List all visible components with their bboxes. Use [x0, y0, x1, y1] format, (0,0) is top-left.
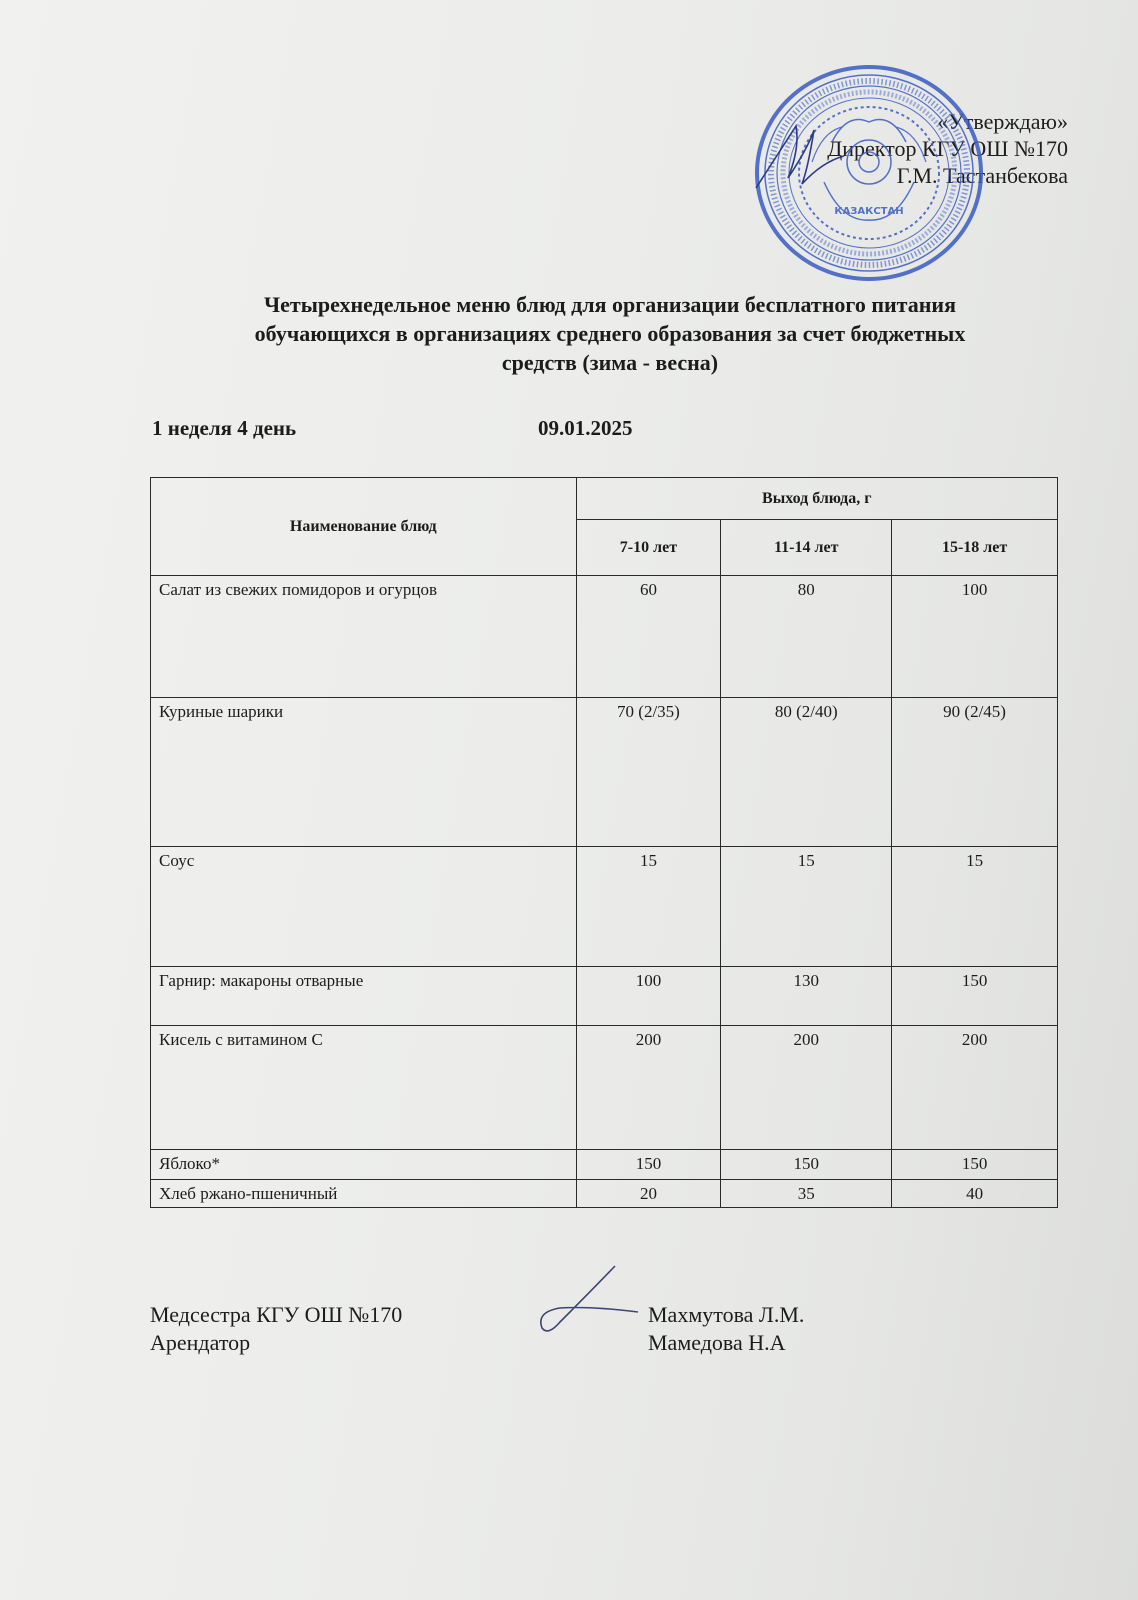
nurse-role: Медсестра КГУ ОШ №170: [150, 1302, 403, 1327]
dish-name: Яблоко*: [151, 1150, 577, 1180]
dish-value: 60: [576, 576, 721, 698]
director-signature: [748, 118, 848, 198]
approval-person: Г.М. Тастанбекова: [896, 163, 1068, 188]
approval-heading: «Утверждаю»: [937, 109, 1068, 134]
dish-value: 130: [721, 967, 892, 1026]
header-age-7-10: 7-10 лет: [576, 520, 721, 576]
dish-value: 150: [576, 1150, 721, 1180]
dish-name: Гарнир: макароны отварные: [151, 967, 577, 1026]
dish-value: 200: [576, 1026, 721, 1150]
dish-value: 90 (2/45): [892, 698, 1058, 847]
title-line-3: средств (зима - весна): [501, 350, 719, 375]
title-line-2: обучающихся в организациях среднего образования за счет бюджетных: [254, 321, 966, 346]
dish-value: 40: [892, 1180, 1058, 1208]
table-row: [151, 1150, 1058, 1180]
dish-value: 100: [576, 967, 721, 1026]
title-line-1: Четырехнедельное меню блюд для организации бесплатного питания: [263, 292, 956, 317]
dish-value: 15: [892, 847, 1058, 967]
dish-value: 150: [892, 967, 1058, 1026]
week-day-label: 1 неделя 4 день: [152, 416, 297, 440]
table-row: [151, 847, 1058, 967]
dish-value: 150: [721, 1150, 892, 1180]
dish-name: Хлеб ржано-пшеничный: [151, 1180, 577, 1208]
header-age-15-18: 15-18 лет: [892, 520, 1058, 576]
dish-value: 200: [721, 1026, 892, 1150]
dish-value: 200: [892, 1026, 1058, 1150]
dish-value: 35: [721, 1180, 892, 1208]
tenant-name: Мамедова Н.А: [648, 1330, 786, 1355]
stamp-text: КАЗАКСТАН: [834, 206, 904, 217]
approval-position: Директор КГУ ОШ №170: [827, 136, 1068, 161]
menu-date: 09.01.2025: [538, 416, 633, 440]
dish-value: 80 (2/40): [721, 698, 892, 847]
table-row: [151, 576, 1058, 698]
table-row: [151, 1026, 1058, 1150]
table-row: [151, 698, 1058, 847]
document-title: [150, 290, 1070, 377]
dish-value: 70 (2/35): [576, 698, 721, 847]
dish-name: Куриные шарики: [151, 698, 577, 847]
nurse-signature: [520, 1262, 640, 1342]
dish-value: 20: [576, 1180, 721, 1208]
table-row: [151, 1180, 1058, 1208]
tenant-role: Арендатор: [150, 1330, 251, 1355]
menu-table: [150, 477, 1058, 1208]
dish-value: 150: [892, 1150, 1058, 1180]
signatory-roles: [150, 1301, 402, 1357]
header-output: Выход блюда, г: [576, 478, 1057, 520]
signatory-names: [648, 1301, 804, 1357]
header-age-11-14: 11-14 лет: [721, 520, 892, 576]
dish-value: 100: [892, 576, 1058, 698]
header-dish-name: Наименование блюд: [151, 478, 577, 576]
dish-name: Соус: [151, 847, 577, 967]
table-row: [151, 967, 1058, 1026]
nurse-name: Махмутова Л.М.: [648, 1302, 805, 1327]
dish-value: 15: [721, 847, 892, 967]
dish-value: 15: [576, 847, 721, 967]
dish-name: Салат из свежих помидоров и огурцов: [151, 576, 577, 698]
dish-name: Кисель с витамином С: [151, 1026, 577, 1150]
dish-value: 80: [721, 576, 892, 698]
